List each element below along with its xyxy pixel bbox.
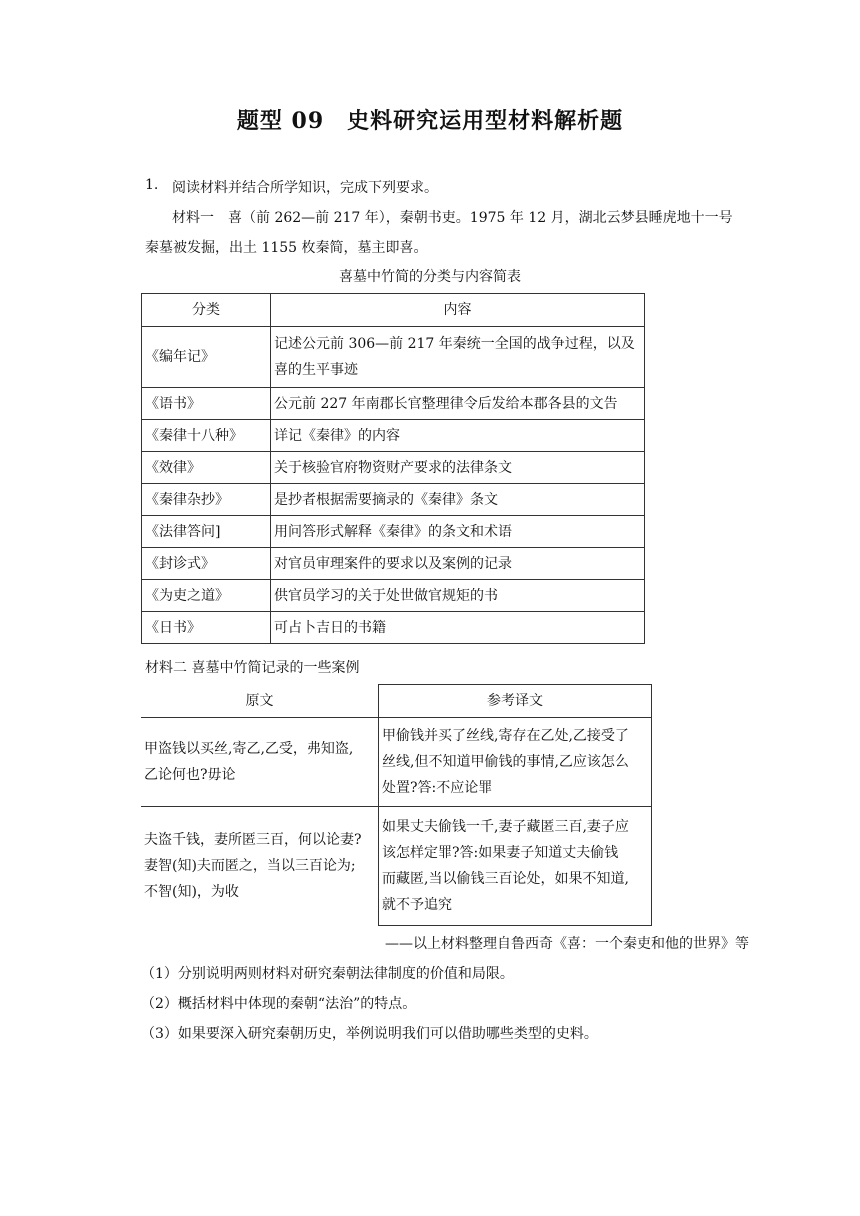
translation-cell	[379, 718, 652, 807]
table-header-cell: 参考译文	[379, 685, 652, 718]
category-cell: 《封诊式》	[142, 548, 271, 580]
translation-cell	[379, 807, 652, 926]
category-cell: 《秦律十八种》	[142, 420, 271, 452]
table-row	[141, 718, 652, 807]
table-row	[142, 388, 645, 420]
original-text-cell	[141, 718, 379, 807]
content-cell: 关于核验官府物资财产要求的法律条文	[271, 452, 645, 484]
category-cell: 《为吏之道》	[142, 580, 271, 612]
source-note: ——以上材料整理自鲁西奇《喜：一个秦吏和他的世界》等	[385, 936, 749, 952]
category-cell: 《编年记》	[142, 327, 271, 388]
translation-line: 该怎样定罪?答:如果妻子知道丈夫偷钱	[382, 845, 619, 861]
table-header-cell: 原文	[141, 685, 379, 718]
classification-table	[141, 293, 645, 644]
sub-question-2: （2）概括材料中体现的秦朝“法治”的特点。	[141, 996, 417, 1012]
table-header-cell: 内容	[271, 294, 645, 327]
material1-text-line1: 材料一 喜（前 262—前 217 年），秦朝书吏。1975 年 12 月，湖北云梦县睡虎地十一号	[172, 210, 733, 226]
material1-text-line2: 秦墓被发掘，出土 1155 枚秦简，墓主即喜。	[145, 240, 428, 256]
category-cell: 《法律答问]	[142, 516, 271, 548]
category-cell: 《语书》	[142, 388, 271, 420]
translation-line: 而藏匿,当以偷钱三百论处，如果不知道,	[382, 871, 629, 887]
table1-caption: 喜墓中竹简的分类与内容简表	[339, 269, 521, 285]
table-row	[142, 484, 645, 516]
original-text-line: 妻智(知)夫而匿之，当以三百论为;	[144, 858, 356, 875]
content-cell: 详记《秦律》的内容	[271, 420, 645, 452]
case-table	[141, 684, 652, 926]
original-text-line: 甲盗钱以买丝,寄乙,乙受，弗知盗,	[144, 741, 354, 757]
translation-line: 如果丈夫偷钱一千,妻子藏匿三百,妻子应	[382, 819, 629, 835]
translation-line: 就不予追究	[382, 897, 452, 913]
sub-question-3: （3）如果要深入研究秦朝历史，举例说明我们可以借助哪些类型的史料。	[141, 1026, 598, 1042]
original-text-line: 夫盗千钱，妻所匿三百，何以论妻?	[144, 832, 362, 849]
original-text-cell	[141, 807, 379, 926]
content-cell: 是抄者根据需要摘录的《秦律》条文	[271, 484, 645, 516]
translation-line: 甲偷钱并买了丝线,寄存在乙处,乙接受了	[382, 728, 629, 744]
table-row	[142, 580, 645, 612]
original-text-line: 不智(知)，为收	[144, 884, 239, 901]
table-row	[142, 612, 645, 644]
table-header-row	[141, 685, 652, 718]
table-row	[142, 516, 645, 548]
table-header-row	[142, 294, 645, 327]
original-text-line: 乙论何也?毋论	[144, 767, 236, 783]
content-cell: 记述公元前 306—前 217 年秦统一全国的战争过程，以及喜的生平事迹	[271, 327, 645, 388]
translation-line: 丝线,但不知道甲偷钱的事情,乙应该怎么	[382, 754, 629, 770]
material2-label: 材料二 喜墓中竹简记录的一些案例	[145, 660, 360, 676]
table-row	[142, 327, 645, 388]
content-cell: 供官员学习的关于处世做官规矩的书	[271, 580, 645, 612]
table-row	[142, 548, 645, 580]
table-row	[142, 452, 645, 484]
content-cell: 公元前 227 年南郡长官整理律令后发给本郡各县的文告	[271, 388, 645, 420]
content-cell: 用问答形式解释《秦律》的条文和术语	[271, 516, 645, 548]
category-cell: 《秦律杂抄》	[142, 484, 271, 516]
sub-question-1: （1）分别说明两则材料对研究秦朝法律制度的价值和局限。	[141, 966, 514, 982]
content-cell: 可占卜吉日的书籍	[271, 612, 645, 644]
content-cell: 对官员审理案件的要求以及案例的记录	[271, 548, 645, 580]
table-header-cell: 分类	[142, 294, 271, 327]
category-cell: 《日书》	[142, 612, 271, 644]
question-number: 1.	[145, 177, 159, 193]
question-instruction: 阅读材料并结合所学知识，完成下列要求。	[172, 180, 438, 196]
table-row	[141, 807, 652, 926]
category-cell: 《效律》	[142, 452, 271, 484]
translation-line: 处置?答:不应论罪	[382, 780, 493, 796]
table-row	[142, 420, 645, 452]
page-title: 题型 09 史料研究运用型材料解析题	[236, 108, 624, 134]
